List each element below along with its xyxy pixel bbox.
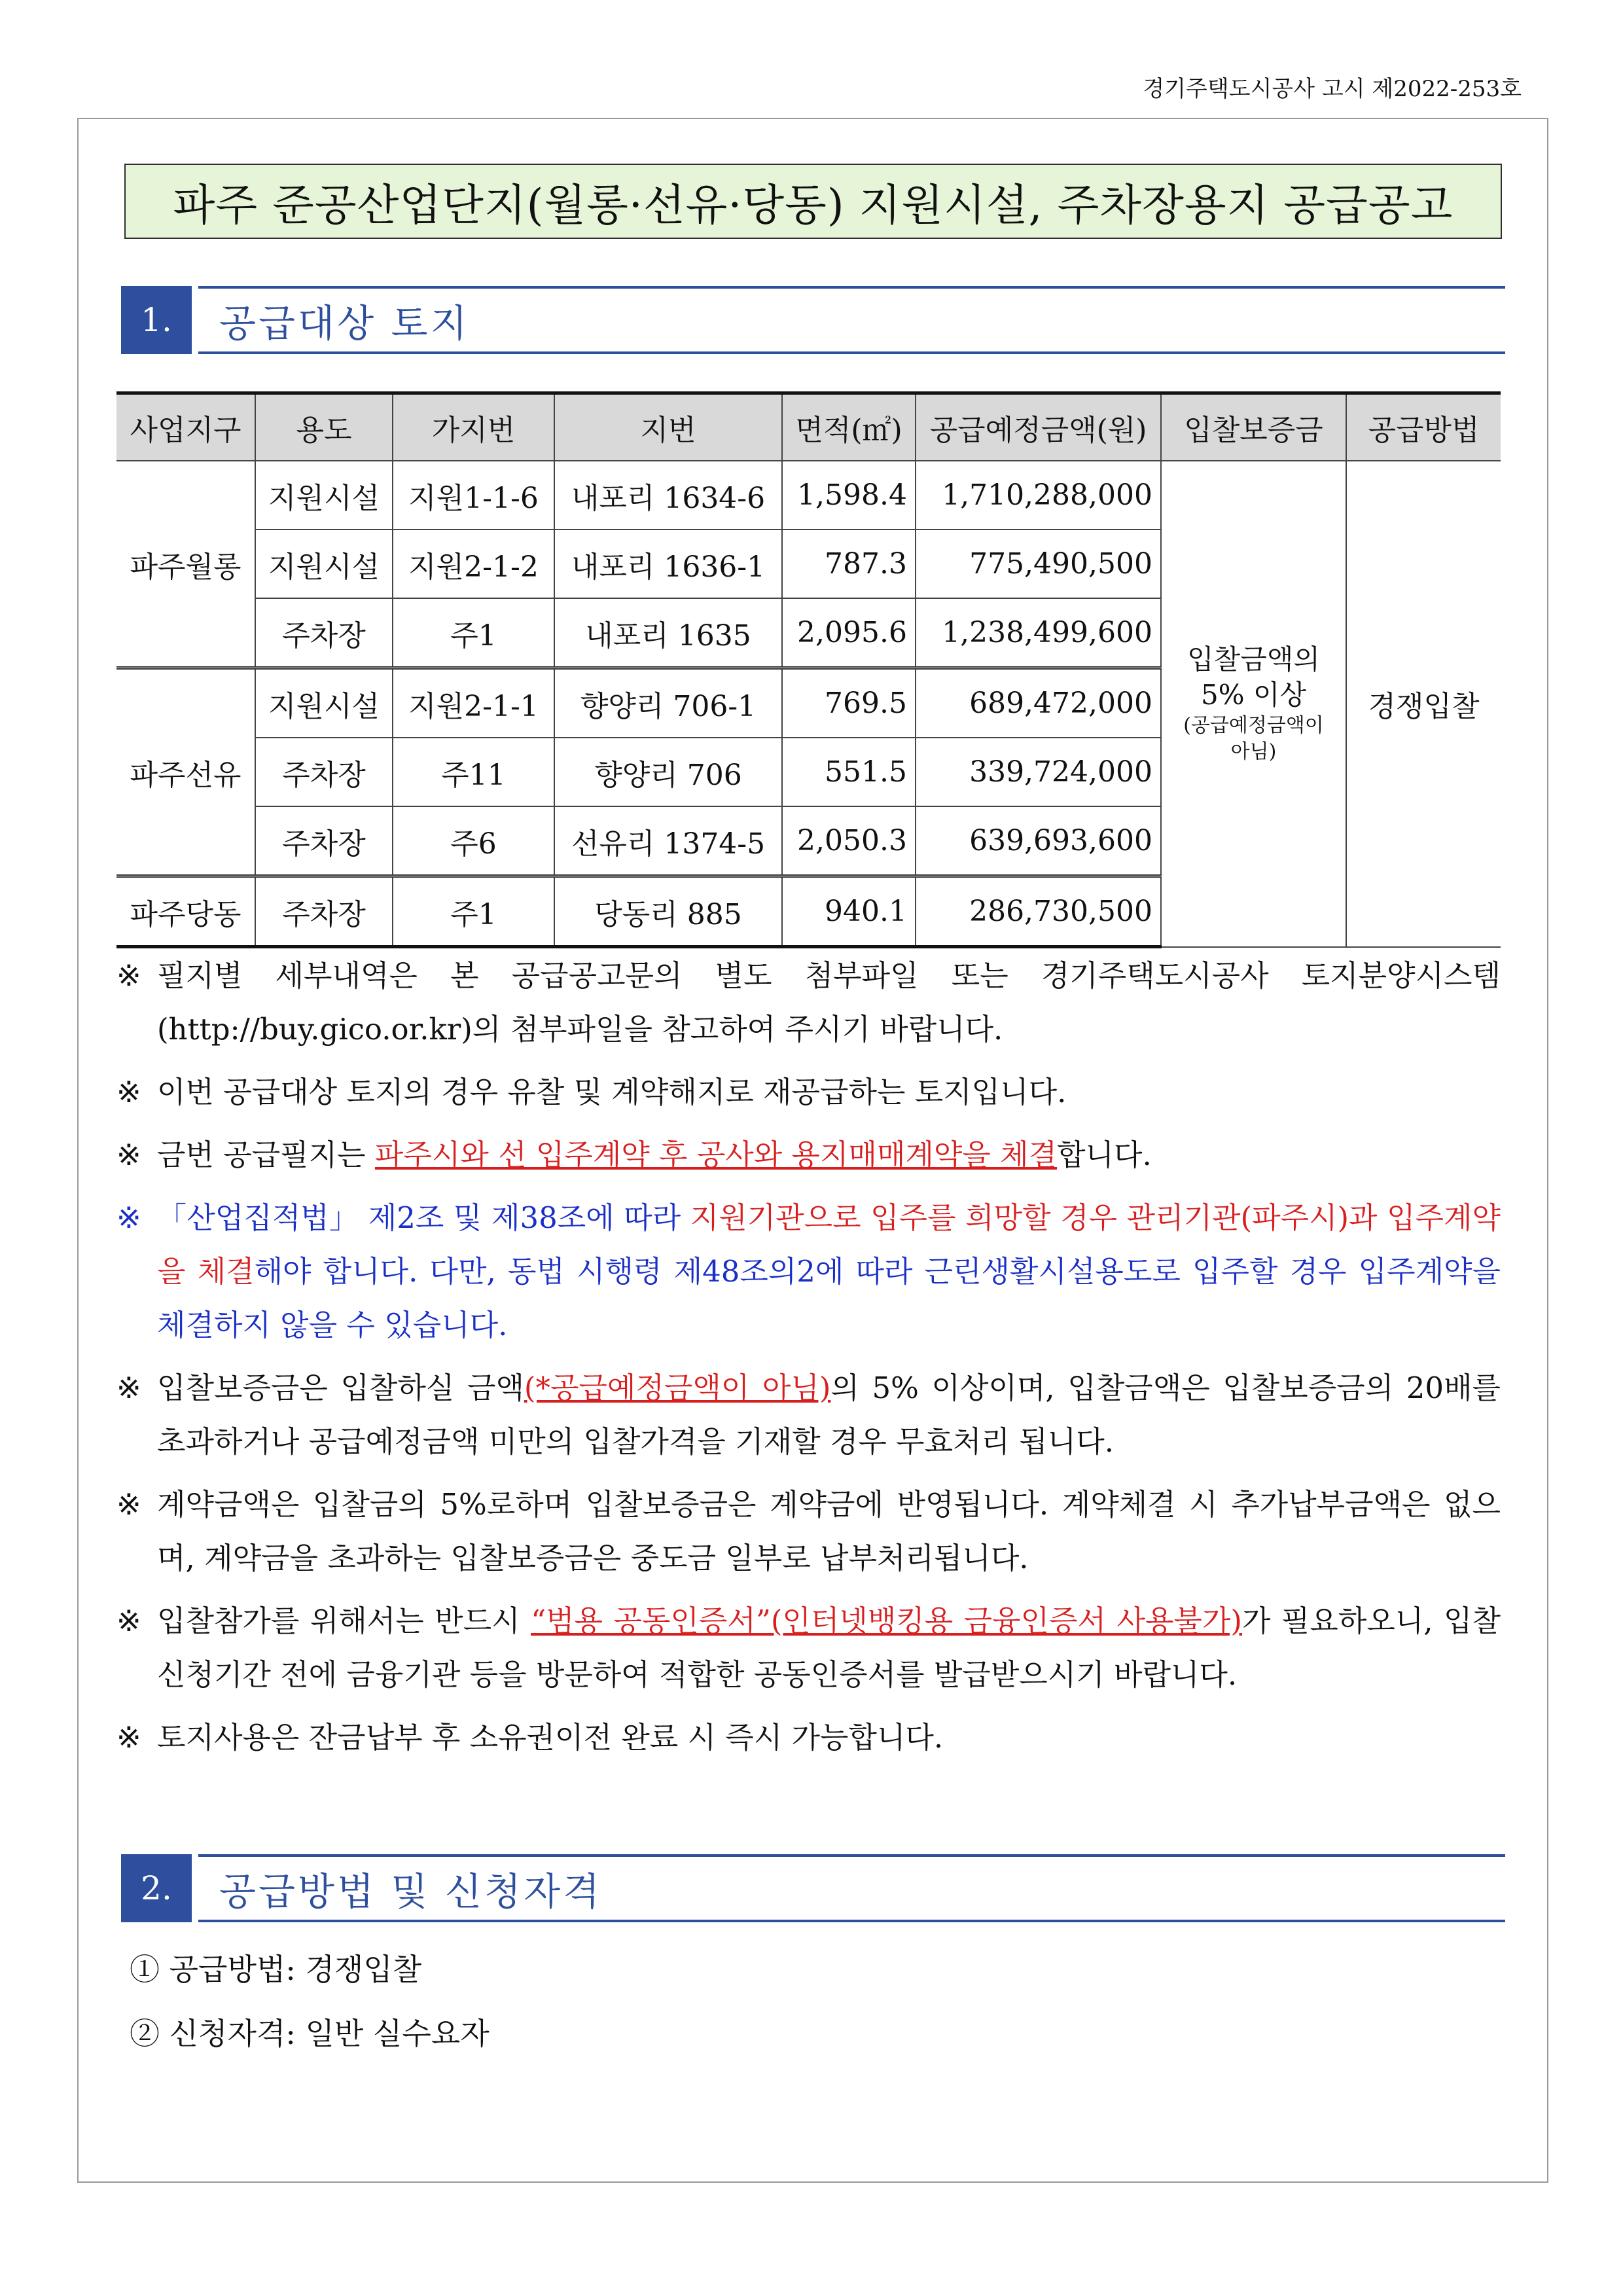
section-2-header — [121, 1854, 1505, 1922]
address-cell: 선유리 1374-5 — [554, 806, 782, 876]
reference-mark: ※ — [116, 1371, 141, 1405]
use-cell: 지원시설 — [255, 529, 393, 598]
note-text: 가 필요하오니, 입찰 신청기간 전에 금융기관 등을 방문하여 적합한 공동인증서를 발급받으시기 바랍니다. — [157, 1604, 1501, 1692]
header-cell: 지번 — [554, 393, 782, 461]
deposit-note: 아님) — [1230, 740, 1277, 764]
note-text: 합니다. — [1057, 1138, 1152, 1172]
deposit-line: 5% 이상 — [1200, 679, 1307, 711]
header-cell: 공급방법 — [1346, 393, 1501, 461]
supply-items — [130, 1937, 490, 2066]
note-text: 입찰보증금은 입찰하실 금액 — [157, 1371, 524, 1405]
address-cell: 내포리 1636-1 — [554, 529, 782, 598]
price-cell: 286,730,500 — [916, 876, 1161, 947]
reference-mark: ※ — [116, 1138, 141, 1172]
note-text: 필지별 세부내역은 본 공급공고문의 별도 첨부파일 또는 경기주택도시공사 토지분양시스템 (http://buy.gico.or.kr)의 첨부파일을 참고하여 주시기 바랍니다. — [157, 958, 1501, 1047]
section-number: 1. — [121, 286, 192, 354]
header-cell: 사업지구 — [116, 393, 255, 461]
note-highlight: 지원기관으로 입주를 희망할 경우 관리기관(파주시)과 입주계약을 체결 — [157, 1200, 1501, 1289]
district-cell: 파주선유 — [116, 668, 255, 876]
area-cell: 940.1 — [782, 876, 916, 947]
use-cell: 주차장 — [255, 876, 393, 947]
section-title: 공급방법 및 신청자격 — [219, 1869, 603, 1914]
note-text: 금번 공급필지는 — [157, 1138, 375, 1172]
district-cell: 파주월롱 — [116, 461, 255, 668]
address-cell: 향양리 706 — [554, 738, 782, 806]
price-cell: 775,490,500 — [916, 529, 1161, 598]
supply-method-item: ① 공급방법: 경쟁입찰 — [130, 1952, 422, 1987]
section-number: 2. — [121, 1854, 192, 1922]
use-cell: 지원시설 — [255, 461, 393, 529]
reference-mark: ※ — [116, 1075, 141, 1109]
lot-cell: 주1 — [393, 598, 554, 668]
note-item — [116, 949, 1501, 1056]
header-cell: 용도 — [255, 393, 393, 461]
note-highlight: 파주시와 선 입주계약 후 공사와 용지매매계약을 체결 — [374, 1138, 1058, 1172]
area-cell: 769.5 — [782, 668, 916, 738]
notice-number: 경기주택도시공사 고시 제2022-253호 — [1143, 76, 1522, 102]
header-cell: 면적(㎡) — [782, 393, 916, 461]
notes — [116, 949, 1501, 1774]
note-text: 의 5% 이상이며, 입찰금액은 입찰보증금의 20배를 초과하거나 공급예정금액 미만의 입찰가격을 기재할 경우 무효처리 됩니다. — [157, 1371, 1501, 1459]
deposit-note: (공급예정금액이 — [1183, 714, 1324, 738]
reference-mark: ※ — [116, 1604, 141, 1638]
eligibility-item: ② 신청자격: 일반 실수요자 — [130, 2016, 490, 2051]
note-highlight: (*공급예정금액이 아님) — [524, 1371, 831, 1405]
use-cell: 주차장 — [255, 806, 393, 876]
area-cell: 551.5 — [782, 738, 916, 806]
area-cell: 787.3 — [782, 529, 916, 598]
header-cell: 공급예정금액(원) — [916, 393, 1161, 461]
note-text: 입찰참가를 위해서는 반드시 — [157, 1604, 531, 1638]
reference-mark: ※ — [116, 1200, 141, 1235]
note-item — [116, 1128, 1501, 1182]
note-highlight: “범용 공동인증서”(인터넷뱅킹용 금융인증서 사용불가) — [531, 1604, 1242, 1638]
lot-cell: 지원1-1-6 — [393, 461, 554, 529]
price-cell: 1,710,288,000 — [916, 461, 1161, 529]
area-cell: 2,095.6 — [782, 598, 916, 668]
note-text: 이번 공급대상 토지의 경우 유찰 및 계약해지로 재공급하는 토지입니다. — [157, 1075, 1067, 1109]
section-title: 공급대상 토지 — [219, 301, 470, 346]
area-cell: 1,598.4 — [782, 461, 916, 529]
method-cell: 경쟁입찰 — [1346, 461, 1501, 947]
lot-cell: 주11 — [393, 738, 554, 806]
note-item — [116, 1066, 1501, 1119]
price-cell: 1,238,499,600 — [916, 598, 1161, 668]
reference-mark: ※ — [116, 1720, 141, 1755]
land-table — [116, 391, 1501, 948]
note-item — [116, 1711, 1501, 1765]
address-cell: 향양리 706-1 — [554, 668, 782, 738]
section-1-header — [121, 286, 1505, 354]
note-item — [116, 1361, 1501, 1469]
use-cell: 주차장 — [255, 598, 393, 668]
deposit-cell — [1161, 461, 1346, 947]
note-text: 계약금액은 입찰금의 5%로하며 입찰보증금은 계약금에 반영됩니다. 계약체결 시 추가납부금액은 없으며, 계약금을 초과하는 입찰보증금은 중도금 일부로 납부처리됩니다. — [157, 1487, 1501, 1575]
use-cell: 주차장 — [255, 738, 393, 806]
note-text: 토지사용은 잔금납부 후 소유권이전 완료 시 즉시 가능합니다. — [157, 1720, 944, 1755]
reference-mark: ※ — [116, 1487, 141, 1522]
lot-cell: 지원2-1-1 — [393, 668, 554, 738]
lot-cell: 주1 — [393, 876, 554, 947]
deposit-line: 입찰금액의 — [1187, 643, 1320, 676]
note-item — [116, 1191, 1501, 1352]
table-row — [116, 461, 1501, 529]
page-title: 파주 준공산업단지(월롱·선유·당동) 지원시설, 주차장용지 공급공고 — [124, 164, 1502, 239]
district-cell: 파주당동 — [116, 876, 255, 947]
header-cell: 가지번 — [393, 393, 554, 461]
area-cell: 2,050.3 — [782, 806, 916, 876]
price-cell: 639,693,600 — [916, 806, 1161, 876]
lot-cell: 주6 — [393, 806, 554, 876]
address-cell: 당동리 885 — [554, 876, 782, 947]
address-cell: 내포리 1635 — [554, 598, 782, 668]
header-cell: 입찰보증금 — [1161, 393, 1346, 461]
table-header-row — [116, 393, 1501, 461]
note-item — [116, 1478, 1501, 1585]
note-item — [116, 1594, 1501, 1702]
use-cell: 지원시설 — [255, 668, 393, 738]
note-text: 「산업집적법」 제2조 및 제38조에 따라 — [157, 1200, 690, 1235]
reference-mark: ※ — [116, 958, 141, 993]
price-cell: 339,724,000 — [916, 738, 1161, 806]
price-cell: 689,472,000 — [916, 668, 1161, 738]
note-text: 해야 합니다. 다만, 동법 시행령 제48조의2에 따라 근린생활시설용도로 입주할 경우 입주계약을 체결하지 않을 수 있습니다. — [157, 1254, 1501, 1342]
lot-cell: 지원2-1-2 — [393, 529, 554, 598]
address-cell: 내포리 1634-6 — [554, 461, 782, 529]
